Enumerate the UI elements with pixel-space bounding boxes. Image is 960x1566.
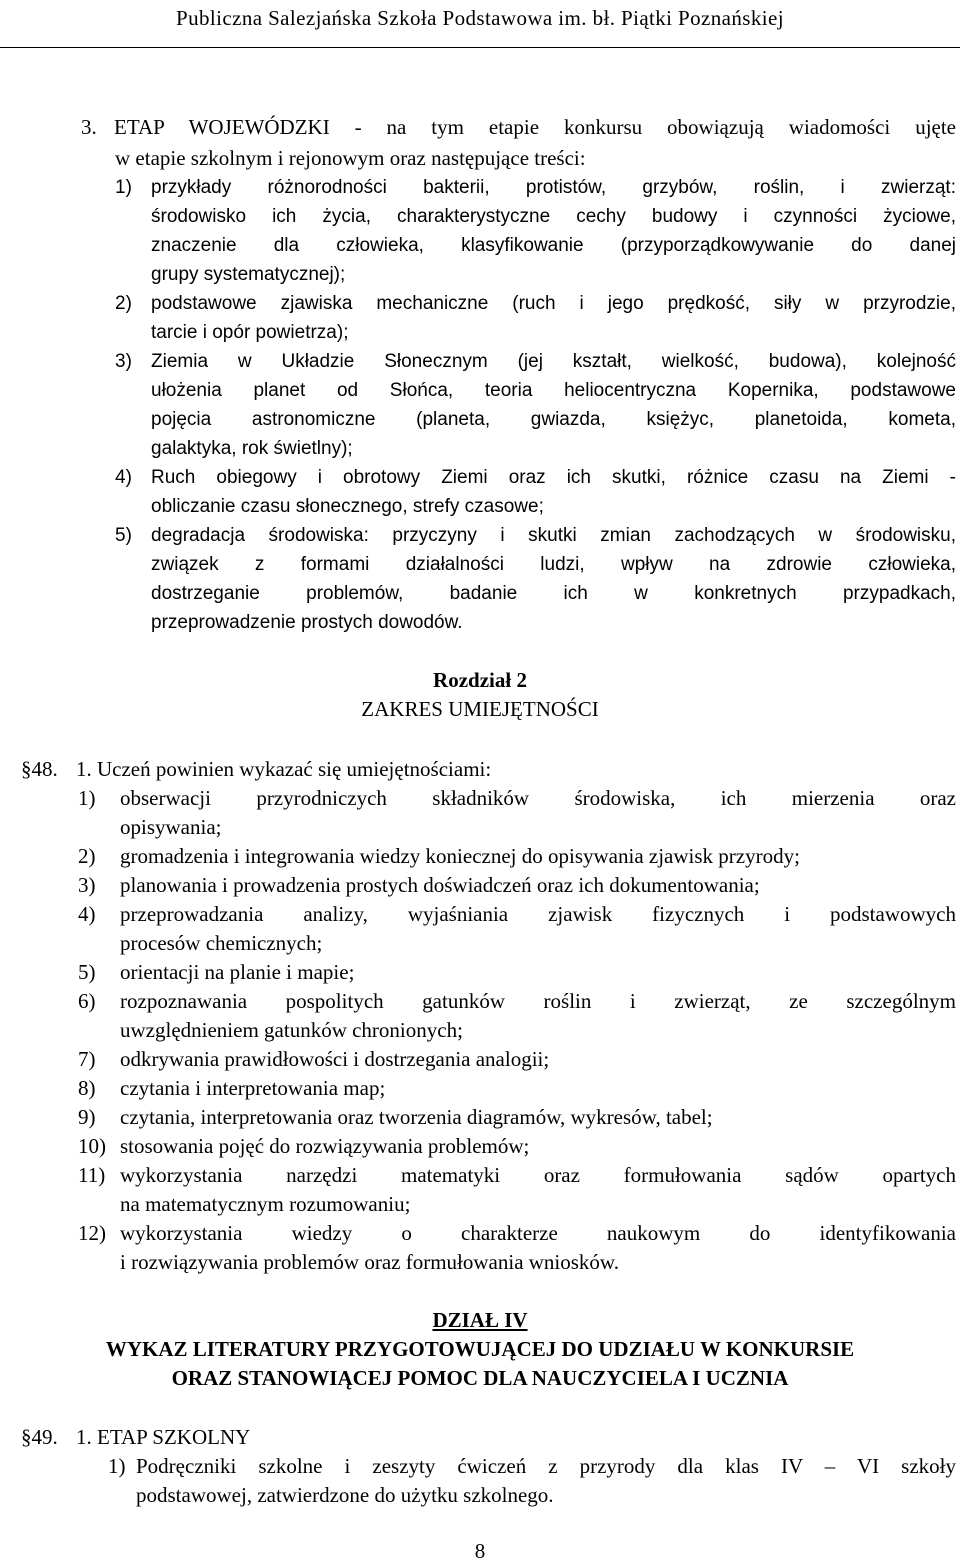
list-item-text: i rozwiązywania problemów oraz formułowania wniosków.: [120, 1250, 619, 1274]
list-item-text: Ziemia w Układzie Słonecznym (jej kształt, wielkość, budowa), kolejność: [151, 351, 956, 372]
list-item-number: 9): [78, 1105, 96, 1129]
list-item-text: tarcie i opór powietrza);: [151, 322, 349, 343]
part-title-line2: ORAZ STANOWIĄCEJ POMOC DLA NAUCZYCIELA I UCZNIA: [171, 1366, 789, 1390]
list-item-number: 12): [78, 1221, 106, 1245]
list-item-text: podstawowej, zatwierdzone do użytku szkolnego.: [136, 1483, 554, 1507]
list-item-number: 5): [78, 960, 96, 984]
list-item-text: orientacji na planie i mapie;: [120, 960, 355, 984]
list-item: [115, 347, 956, 463]
list-item: [78, 1132, 956, 1161]
list-item-text: procesów chemicznych;: [120, 931, 323, 955]
list-item-text: grupy systematycznej);: [151, 264, 346, 285]
page-header: [0, 0, 960, 52]
list-item-text: obliczanie czasu słonecznego, strefy czasowe;: [151, 496, 544, 517]
list-item-number: 3): [115, 351, 132, 372]
list-item-text: gromadzenia i integrowania wiedzy koniecznej do opisywania zjawisk przyrody;: [120, 844, 800, 868]
chapter-subheading: ZAKRES UMIEJĘTNOŚCI: [361, 697, 599, 721]
list-item-number: 1): [108, 1454, 126, 1478]
list-item-text: obserwacji przyrodniczych składników środowiska, ich mierzenia oraz: [120, 786, 956, 810]
list-item-text: czytania i interpretowania map;: [120, 1076, 386, 1100]
list-item-number: 11): [78, 1163, 106, 1187]
section3-title-text: ETAP WOJEWÓDZKI - na tym etapie konkursu obowiązują wiadomości ujęte: [114, 115, 956, 139]
list-item-text: Podręczniki szkolne i zeszyty ćwiczeń z przyrody dla klas IV – VI szkoły: [136, 1454, 956, 1478]
part-title-line1: WYKAZ LITERATURY PRZYGOTOWUJĄCEJ DO UDZIAŁU W KONKURSIE: [105, 1337, 855, 1361]
list-item: [78, 871, 956, 900]
list-item: [78, 1219, 956, 1277]
list-item: [78, 1103, 956, 1132]
list-item: [78, 1074, 956, 1103]
paragraph-lead: 1. ETAP SZKOLNY: [76, 1425, 251, 1449]
list-item: [78, 1045, 956, 1074]
list-item-text: na matematycznym rozumowaniu;: [120, 1192, 411, 1216]
list-item-number: 3): [78, 873, 96, 897]
list-item-text: opisywania;: [120, 815, 222, 839]
chapter-heading: Rozdział 2: [433, 668, 527, 692]
list-item-text: stosowania pojęć do rozwiązywania problemów;: [120, 1134, 530, 1158]
list-item-number: 6): [78, 989, 96, 1013]
list-item-text: przykłady różnorodności bakterii, protistów, grzybów, roślin, i zwierząt:: [151, 177, 956, 198]
list-item-text: środowisko ich życia, charakterystyczne cechy budowy i czynności życiowe,: [151, 206, 956, 227]
list-item-text: pojęcia astronomiczne (planeta, gwiazda, księżyc, planetoida, kometa,: [151, 409, 956, 430]
list-item-text: odkrywania prawidłowości i dostrzegania analogii;: [120, 1047, 550, 1071]
list-item-text: przeprowadzenie prostych dowodów.: [151, 612, 463, 633]
list-item-number: 4): [78, 902, 96, 926]
paragraph-mark: §48.: [21, 757, 58, 781]
list-item: [108, 1452, 956, 1510]
list-item-number: 8): [78, 1076, 96, 1100]
header-divider: [0, 47, 960, 48]
list-item-text: uwzględnieniem gatunków chronionych;: [120, 1018, 463, 1042]
list-item-number: 4): [115, 467, 132, 488]
part-heading: DZIAŁ IV: [432, 1308, 528, 1332]
list-item: [78, 900, 956, 958]
list-item: [78, 958, 956, 987]
section3-number: 3.: [81, 115, 97, 139]
page-number: 8: [474, 1539, 486, 1563]
list-item-text: wykorzystania wiedzy o charakterze naukowym do identyfikowania: [120, 1221, 956, 1245]
list-item: [78, 1161, 956, 1219]
list-item-text: przeprowadzania analizy, wyjaśniania zjawisk fizycznych i podstawowych: [120, 902, 956, 926]
list-item-number: 2): [78, 844, 96, 868]
header-title: Publiczna Salezjańska Szkoła Podstawowa im. bł. Piątki Poznańskiej: [176, 6, 784, 30]
list-item: [115, 521, 956, 637]
list-item-number: 7): [78, 1047, 96, 1071]
list-item-text: planowania i prowadzenia prostych doświadczeń oraz ich dokumentowania;: [120, 873, 760, 897]
list-item-text: degradacja środowiska: przyczyny i skutki zmian zachodzących w środowisku,: [151, 525, 956, 546]
list-item-text: rozpoznawania pospolitych gatunków roślin i zwierząt, ze szczególnym: [120, 989, 956, 1013]
list-item-text: galaktyka, rok świetlny);: [151, 438, 353, 459]
list-item-number: 1): [115, 177, 132, 198]
list-item-text: czytania, interpretowania oraz tworzenia diagramów, wykresów, tabel;: [120, 1105, 713, 1129]
paragraph-lead: 1. Uczeń powinien wykazać się umiejętnościami:: [76, 757, 492, 781]
section3-intro: w etapie szkolnym i rejonowym oraz następujące treści:: [115, 146, 586, 170]
list-item-number: 10): [78, 1134, 106, 1158]
list-item: [115, 463, 956, 521]
list-item-number: 1): [78, 786, 96, 810]
list-item-number: 5): [115, 525, 132, 546]
list-item-text: dostrzeganie problemów, badanie ich w konkretnych przypadkach,: [151, 583, 956, 604]
list-item: [115, 289, 956, 347]
list-item: [78, 784, 956, 842]
list-item: [78, 987, 956, 1045]
list-item-text: Ruch obiegowy i obrotowy Ziemi oraz ich skutki, różnice czasu na Ziemi -: [151, 467, 956, 488]
list-item-text: związek z formami działalności ludzi, wpływ na zdrowie człowieka,: [151, 554, 956, 575]
list-item-text: znaczenie dla człowieka, klasyfikowanie (przyporządkowywanie do danej: [151, 235, 956, 256]
list-item-text: podstawowe zjawiska mechaniczne (ruch i jego prędkość, siły w przyrodzie,: [151, 293, 956, 314]
list-item: [78, 842, 956, 871]
section3-title: [81, 113, 956, 142]
list-item: [115, 173, 956, 289]
list-item-number: 2): [115, 293, 132, 314]
paragraph-mark: §49.: [21, 1425, 58, 1449]
list-item-text: ułożenia planet od Słońca, teoria heliocentryczna Kopernika, podstawowe: [151, 380, 956, 401]
list-item-text: wykorzystania narzędzi matematyki oraz formułowania sądów opartych: [120, 1163, 956, 1187]
